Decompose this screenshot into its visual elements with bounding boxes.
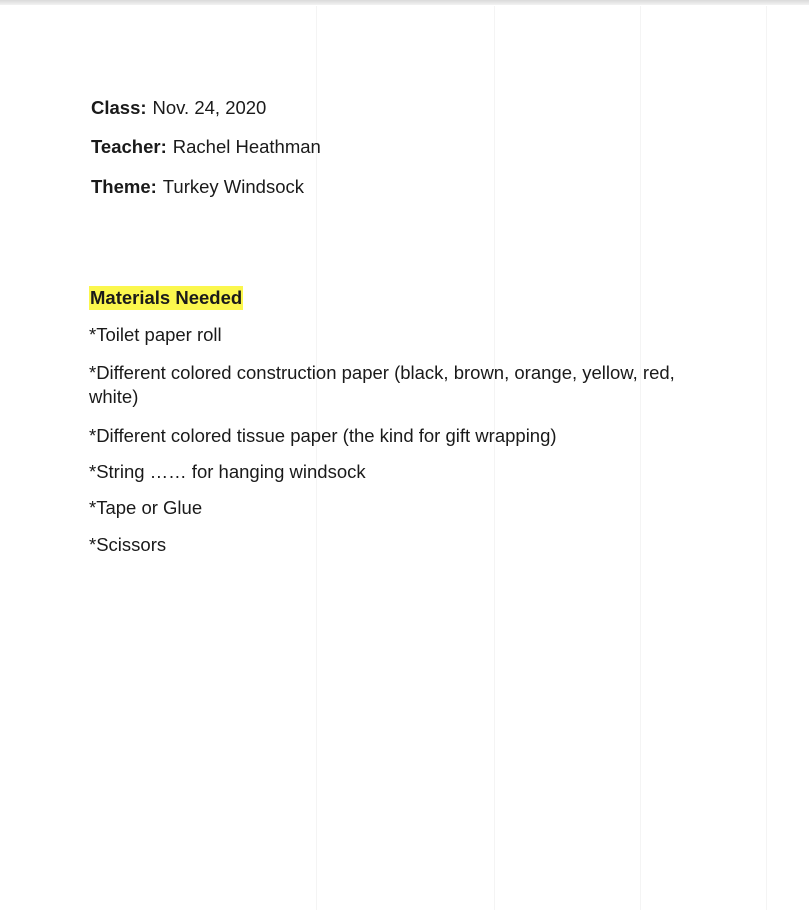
scan-top-edge [0,0,809,5]
material-item: *Different colored construction paper (black, brown, orange, yellow, red, white) [89,362,675,407]
class-label: Class: [91,97,147,118]
class-value: Nov. 24, 2020 [152,97,267,118]
paper-fold-line [640,6,641,910]
material-item: *String …… for hanging windsock [89,461,366,482]
teacher-value: Rachel Heathman [172,136,321,157]
theme-field [91,176,304,198]
paper-fold-line [766,6,767,910]
class-field [91,97,266,119]
paper-fold-line [494,6,495,910]
theme-label: Theme: [91,176,157,197]
material-item: *Toilet paper roll [89,324,222,345]
material-item: *Different colored tissue paper (the kind for gift wrapping) [89,425,557,446]
theme-value: Turkey Windsock [162,176,304,197]
materials-heading: Materials Needed [90,287,243,308]
material-item: *Scissors [89,534,167,555]
material-item: *Tape or Glue [89,497,203,518]
teacher-label: Teacher: [91,136,167,157]
teacher-field [91,136,321,158]
